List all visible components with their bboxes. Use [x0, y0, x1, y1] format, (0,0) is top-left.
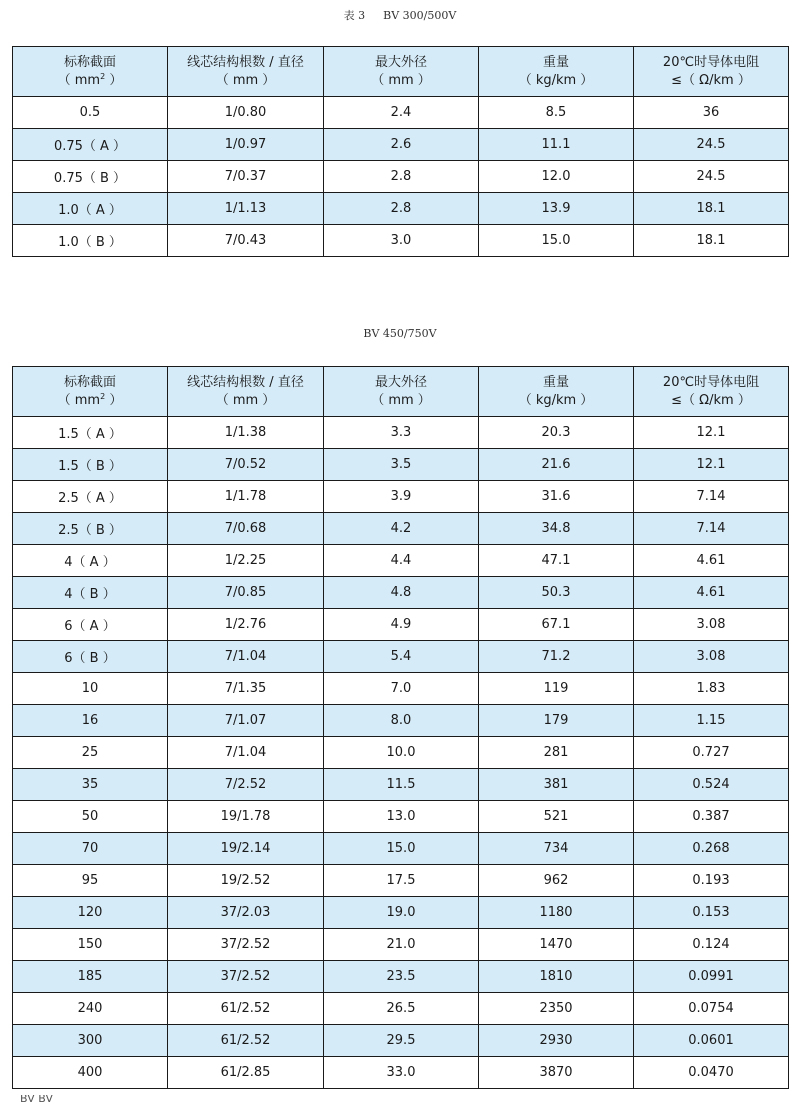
cell-nominal-section: 4（ B ） [13, 577, 168, 609]
cell-conductor-resistance: 4.61 [634, 545, 789, 577]
cell-conductor-resistance: 0.193 [634, 865, 789, 897]
cell-nominal-section: 70 [13, 833, 168, 865]
cell-max-outer-diameter: 13.0 [324, 801, 479, 833]
table-row [13, 97, 789, 129]
cell-max-outer-diameter: 3.5 [324, 449, 479, 481]
cell-weight: 21.6 [479, 449, 634, 481]
cell-weight: 3870 [479, 1057, 634, 1089]
cell-strand-structure: 7/0.43 [168, 225, 324, 257]
cell-strand-structure: 37/2.52 [168, 961, 324, 993]
table-row [13, 961, 789, 993]
cell-conductor-resistance: 1.15 [634, 705, 789, 737]
cell-strand-structure: 1/1.38 [168, 417, 324, 449]
cell-weight: 47.1 [479, 545, 634, 577]
cell-strand-structure: 7/1.07 [168, 705, 324, 737]
cell-nominal-section: 0.75（ B ） [13, 161, 168, 193]
cell-conductor-resistance: 0.0601 [634, 1025, 789, 1057]
cell-weight: 962 [479, 865, 634, 897]
cell-weight: 50.3 [479, 577, 634, 609]
cell-max-outer-diameter: 4.2 [324, 513, 479, 545]
header-weight: 重量 （ kg/km ） [479, 47, 634, 97]
cell-max-outer-diameter: 15.0 [324, 833, 479, 865]
cell-max-outer-diameter: 11.5 [324, 769, 479, 801]
table-row [13, 161, 789, 193]
cell-nominal-section: 240 [13, 993, 168, 1025]
cell-weight: 13.9 [479, 193, 634, 225]
table2-title: BV 450/750V [363, 327, 437, 340]
table1-label: 表 3 [343, 9, 366, 22]
cell-strand-structure: 7/0.52 [168, 449, 324, 481]
table-row [13, 193, 789, 225]
table-row [13, 513, 789, 545]
cell-nominal-section: 400 [13, 1057, 168, 1089]
cell-conductor-resistance: 0.0991 [634, 961, 789, 993]
footer-fragment: BV BV [20, 1095, 53, 1103]
cell-weight: 2930 [479, 1025, 634, 1057]
table-row [13, 993, 789, 1025]
cell-weight: 1180 [479, 897, 634, 929]
header-strand-structure: 线芯结构根数 / 直径 （ mm ） [168, 47, 324, 97]
cell-nominal-section: 6（ A ） [13, 609, 168, 641]
cell-nominal-section: 0.75（ A ） [13, 129, 168, 161]
cell-max-outer-diameter: 4.8 [324, 577, 479, 609]
cell-nominal-section: 50 [13, 801, 168, 833]
header-conductor-resistance: 20℃时导体电阻 ≤（ Ω/km ） [634, 47, 789, 97]
cell-strand-structure: 7/1.35 [168, 673, 324, 705]
cell-nominal-section: 1.5（ A ） [13, 417, 168, 449]
cell-nominal-section: 2.5（ B ） [13, 513, 168, 545]
cell-max-outer-diameter: 26.5 [324, 993, 479, 1025]
cell-weight: 1470 [479, 929, 634, 961]
cell-nominal-section: 0.5 [13, 97, 168, 129]
table1-title: BV 300/500V [383, 9, 457, 22]
cell-nominal-section: 25 [13, 737, 168, 769]
cell-strand-structure: 7/0.68 [168, 513, 324, 545]
cell-max-outer-diameter: 8.0 [324, 705, 479, 737]
cell-weight: 20.3 [479, 417, 634, 449]
cell-weight: 179 [479, 705, 634, 737]
cell-strand-structure: 19/2.52 [168, 865, 324, 897]
cell-weight: 734 [479, 833, 634, 865]
header-conductor-resistance: 20℃时导体电阻 ≤（ Ω/km ） [634, 367, 789, 417]
table-bv-300-500v [12, 46, 789, 257]
cell-nominal-section: 1.0（ A ） [13, 193, 168, 225]
table-row [13, 897, 789, 929]
cell-max-outer-diameter: 4.4 [324, 545, 479, 577]
cell-conductor-resistance: 0.727 [634, 737, 789, 769]
table-row [13, 641, 789, 673]
cell-strand-structure: 7/1.04 [168, 737, 324, 769]
cell-conductor-resistance: 7.14 [634, 513, 789, 545]
cell-weight: 67.1 [479, 609, 634, 641]
cell-weight: 521 [479, 801, 634, 833]
table2-caption [0, 327, 800, 340]
cell-conductor-resistance: 0.124 [634, 929, 789, 961]
cell-nominal-section: 95 [13, 865, 168, 897]
cell-strand-structure: 7/0.85 [168, 577, 324, 609]
cell-nominal-section: 120 [13, 897, 168, 929]
table-row [13, 929, 789, 961]
cell-weight: 15.0 [479, 225, 634, 257]
header-strand-structure: 线芯结构根数 / 直径 （ mm ） [168, 367, 324, 417]
cell-conductor-resistance: 0.153 [634, 897, 789, 929]
cell-weight: 381 [479, 769, 634, 801]
cell-strand-structure: 7/2.52 [168, 769, 324, 801]
cell-max-outer-diameter: 33.0 [324, 1057, 479, 1089]
cell-conductor-resistance: 24.5 [634, 161, 789, 193]
cell-nominal-section: 6（ B ） [13, 641, 168, 673]
cell-strand-structure: 1/0.80 [168, 97, 324, 129]
header-nominal-section: 标称截面 （ $mm^2$ ） [13, 47, 168, 97]
cell-nominal-section: 4（ A ） [13, 545, 168, 577]
cell-max-outer-diameter: 2.8 [324, 161, 479, 193]
cell-weight: 71.2 [479, 641, 634, 673]
cell-strand-structure: 1/0.97 [168, 129, 324, 161]
cell-weight: 34.8 [479, 513, 634, 545]
cell-strand-structure: 61/2.52 [168, 1025, 324, 1057]
cell-max-outer-diameter: 2.8 [324, 193, 479, 225]
cell-conductor-resistance: 12.1 [634, 449, 789, 481]
cell-nominal-section: 150 [13, 929, 168, 961]
cell-weight: 11.1 [479, 129, 634, 161]
cell-max-outer-diameter: 29.5 [324, 1025, 479, 1057]
cell-conductor-resistance: 0.524 [634, 769, 789, 801]
header-max-outer-diameter: 最大外径 （ mm ） [324, 47, 479, 97]
cell-nominal-section: 35 [13, 769, 168, 801]
table-row [13, 705, 789, 737]
cell-max-outer-diameter: 3.3 [324, 417, 479, 449]
cell-strand-structure: 7/0.37 [168, 161, 324, 193]
table-row [13, 865, 789, 897]
cell-conductor-resistance: 36 [634, 97, 789, 129]
cell-conductor-resistance: 12.1 [634, 417, 789, 449]
table-bv-450-750v [12, 366, 789, 1089]
cell-strand-structure: 1/1.13 [168, 193, 324, 225]
cell-max-outer-diameter: 3.0 [324, 225, 479, 257]
table1-caption [0, 7, 800, 23]
cell-nominal-section: 1.0（ B ） [13, 225, 168, 257]
cell-weight: 8.5 [479, 97, 634, 129]
cell-max-outer-diameter: 23.5 [324, 961, 479, 993]
cell-strand-structure: 1/1.78 [168, 481, 324, 513]
cell-conductor-resistance: 0.387 [634, 801, 789, 833]
cell-nominal-section: 1.5（ B ） [13, 449, 168, 481]
cell-strand-structure: 61/2.85 [168, 1057, 324, 1089]
cell-conductor-resistance: 1.83 [634, 673, 789, 705]
cell-weight: 31.6 [479, 481, 634, 513]
cell-conductor-resistance: 3.08 [634, 609, 789, 641]
table-row [13, 833, 789, 865]
table-row [13, 769, 789, 801]
cell-strand-structure: 37/2.03 [168, 897, 324, 929]
table-row [13, 609, 789, 641]
cell-strand-structure: 1/2.25 [168, 545, 324, 577]
table-row [13, 545, 789, 577]
cell-conductor-resistance: 3.08 [634, 641, 789, 673]
cell-max-outer-diameter: 4.9 [324, 609, 479, 641]
table-row [13, 801, 789, 833]
cell-conductor-resistance: 7.14 [634, 481, 789, 513]
cell-weight: 119 [479, 673, 634, 705]
header-row [13, 47, 789, 97]
header-row [13, 367, 789, 417]
table-row [13, 673, 789, 705]
table-row [13, 1025, 789, 1057]
cell-conductor-resistance: 24.5 [634, 129, 789, 161]
cell-nominal-section: 300 [13, 1025, 168, 1057]
cell-strand-structure: 19/2.14 [168, 833, 324, 865]
cell-strand-structure: 7/1.04 [168, 641, 324, 673]
cell-max-outer-diameter: 2.6 [324, 129, 479, 161]
cell-strand-structure: 61/2.52 [168, 993, 324, 1025]
table-row [13, 449, 789, 481]
table-row [13, 129, 789, 161]
cell-weight: 2350 [479, 993, 634, 1025]
table-row [13, 737, 789, 769]
cell-weight: 1810 [479, 961, 634, 993]
cell-weight: 281 [479, 737, 634, 769]
table-row [13, 577, 789, 609]
cell-strand-structure: 37/2.52 [168, 929, 324, 961]
cell-conductor-resistance: 0.0754 [634, 993, 789, 1025]
cell-conductor-resistance: 0.0470 [634, 1057, 789, 1089]
table-row [13, 417, 789, 449]
cell-conductor-resistance: 4.61 [634, 577, 789, 609]
cell-max-outer-diameter: 5.4 [324, 641, 479, 673]
cell-strand-structure: 1/2.76 [168, 609, 324, 641]
cell-nominal-section: 16 [13, 705, 168, 737]
header-weight: 重量 （ kg/km ） [479, 367, 634, 417]
cell-max-outer-diameter: 21.0 [324, 929, 479, 961]
header-max-outer-diameter: 最大外径 （ mm ） [324, 367, 479, 417]
cell-strand-structure: 19/1.78 [168, 801, 324, 833]
cell-max-outer-diameter: 2.4 [324, 97, 479, 129]
table-row [13, 225, 789, 257]
cell-max-outer-diameter: 7.0 [324, 673, 479, 705]
cell-nominal-section: 185 [13, 961, 168, 993]
cell-conductor-resistance: 18.1 [634, 225, 789, 257]
cell-max-outer-diameter: 19.0 [324, 897, 479, 929]
cell-nominal-section: 2.5（ A ） [13, 481, 168, 513]
cell-max-outer-diameter: 10.0 [324, 737, 479, 769]
cell-conductor-resistance: 0.268 [634, 833, 789, 865]
cell-conductor-resistance: 18.1 [634, 193, 789, 225]
cell-nominal-section: 10 [13, 673, 168, 705]
table-row [13, 1057, 789, 1089]
cell-max-outer-diameter: 17.5 [324, 865, 479, 897]
cell-weight: 12.0 [479, 161, 634, 193]
header-nominal-section: 标称截面 （ $mm^2$ ） [13, 367, 168, 417]
table-row [13, 481, 789, 513]
cell-max-outer-diameter: 3.9 [324, 481, 479, 513]
